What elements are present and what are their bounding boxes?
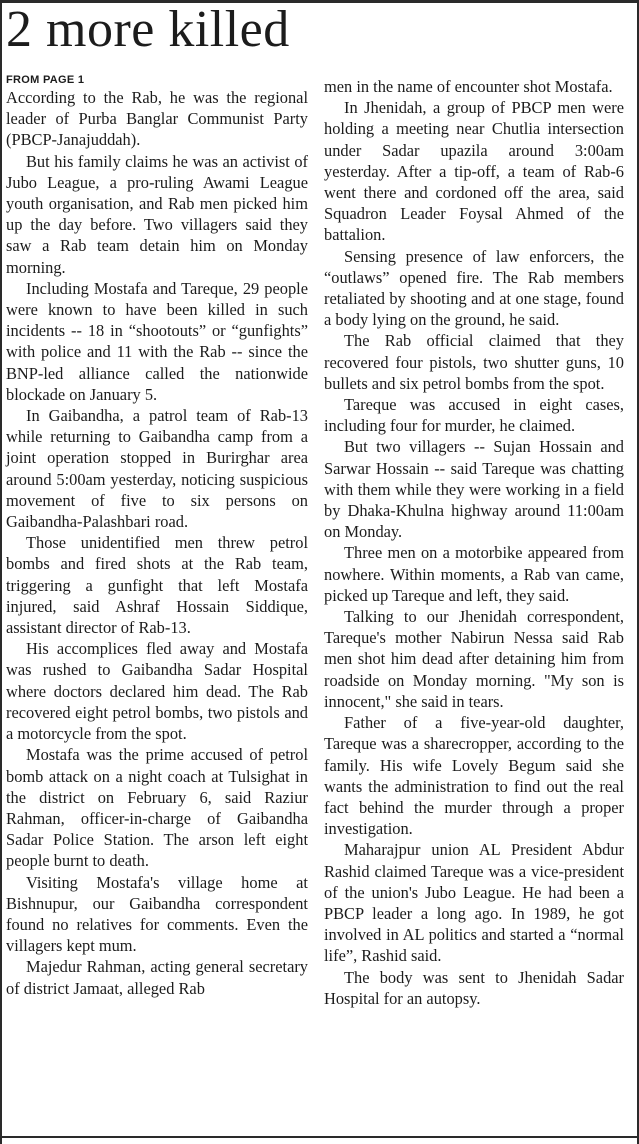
paragraph: Those unidentified men threw petrol bombs and fired shots at the Rab team, triggering a gunfight that left Mostafa injured, said Ashraf Hossain Siddique, assistant director of Rab-13. [6, 533, 308, 638]
paragraph: Visiting Mostafa's village home at Bishnupur, our Gaibandha correspondent found no relatives for comments. Even the villagers kept mum. [6, 872, 308, 956]
paragraph: The Rab official claimed that they recovered four pistols, two shutter guns, 10 bullets and six petrol bombs from the spot. [324, 331, 624, 393]
paragraph: men in the name of encounter shot Mostafa. [324, 77, 613, 96]
right-column [324, 76, 624, 1009]
left-column-body [6, 87, 308, 999]
paragraph: Father of a five-year-old daughter, Tareque was a sharecropper, according to the family. His wife Lovely Begum said she wants the administration to find out the real fact behind the murder through a proper investigation. [324, 713, 624, 839]
right-column-body [324, 76, 624, 1009]
paragraph: The body was sent to Jhenidah Sadar Hospital for an autopsy. [324, 967, 624, 1008]
paragraph: Tareque was accused in eight cases, including four for murder, he claimed. [324, 395, 624, 436]
paragraph: But his family claims he was an activist of Jubo League, a pro-ruling Awami League youth organisation, and Rab men picked him up the day before. Two villagers said they saw a Rab team detain him on Monday morning. [6, 151, 308, 277]
paragraph: His accomplices fled away and Mostafa was rushed to Gaibandha Sadar Hospital where doctors declared him dead. The Rab recovered eight petrol bombs, two pistols and a motorcycle from the spot. [6, 639, 308, 744]
paragraph: In Jhenidah, a group of PBCP men were holding a meeting near Chutlia intersection under Sadar upazila around 3:00am yesterday. After a tip-off, a team of Rab-6 went there and cordoned off the area, said Squadron Leader Foysal Ahmed of the battalion. [324, 98, 624, 245]
paragraph: Including Mostafa and Tareque, 29 people were known to have been killed in such incidents -- 18 in “shootouts” or “gunfights” with police and 11 with the Rab -- since the BNP-led alliance called the nationwide blockade on January 5. [6, 278, 308, 404]
paragraph: Sensing presence of law enforcers, the “outlaws” opened fire. The Rab members retaliated by shooting and at one stage, found a body lying on the ground, he said. [324, 246, 624, 330]
paragraph: In Gaibandha, a patrol team of Rab-13 while returning to Gaibandha camp from a joint operation stopped in Burirghar area around 5:00am yesterday, noticing suspicious movement of five to six persons on Gaibandha-Palashbari road. [6, 406, 308, 532]
kicker: FROM PAGE 1 [6, 74, 85, 86]
paragraph: Mostafa was the prime accused of petrol bomb attack on a night coach at Tulsighat in the district on February 6, said Raziur Rahman, officer-in-charge of Gaibandha Sadar Police Station. The arson left eight people burnt to death. [6, 745, 308, 871]
paragraph: Maharajpur union AL President Abdur Rashid claimed Tareque was a vice-president of the union's Jubo League. He had been a PBCP leader a long ago. In 1989, he got involved in AL politics and started a “normal life”, Rashid said. [324, 840, 624, 966]
headline: 2 more killed [6, 1, 290, 58]
paragraph: According to the Rab, he was the regional leader of Purba Banglar Communist Party (PBCP-Janajuddah). [6, 88, 308, 150]
left-border [0, 0, 2, 1144]
paragraph: But two villagers -- Sujan Hossain and Sarwar Hossain -- said Tareque was chatting with them while they were working in a field by Dhaka-Khulna highway around 11:00am on Monday. [324, 437, 624, 542]
paragraph: Three men on a motorbike appeared from nowhere. Within moments, a Rab van came, picked up Tareque and left, they said. [324, 543, 624, 605]
left-column [6, 72, 308, 999]
paragraph: Talking to our Jhenidah correspondent, Tareque's mother Nabirun Nessa said Rab men shot him dead after detaining him from roadside on Monday morning. "My son is innocent," she said in tears. [324, 607, 624, 711]
paragraph: Majedur Rahman, acting general secretary of district Jamaat, alleged Rab [6, 957, 308, 998]
bottom-border [0, 1136, 639, 1138]
